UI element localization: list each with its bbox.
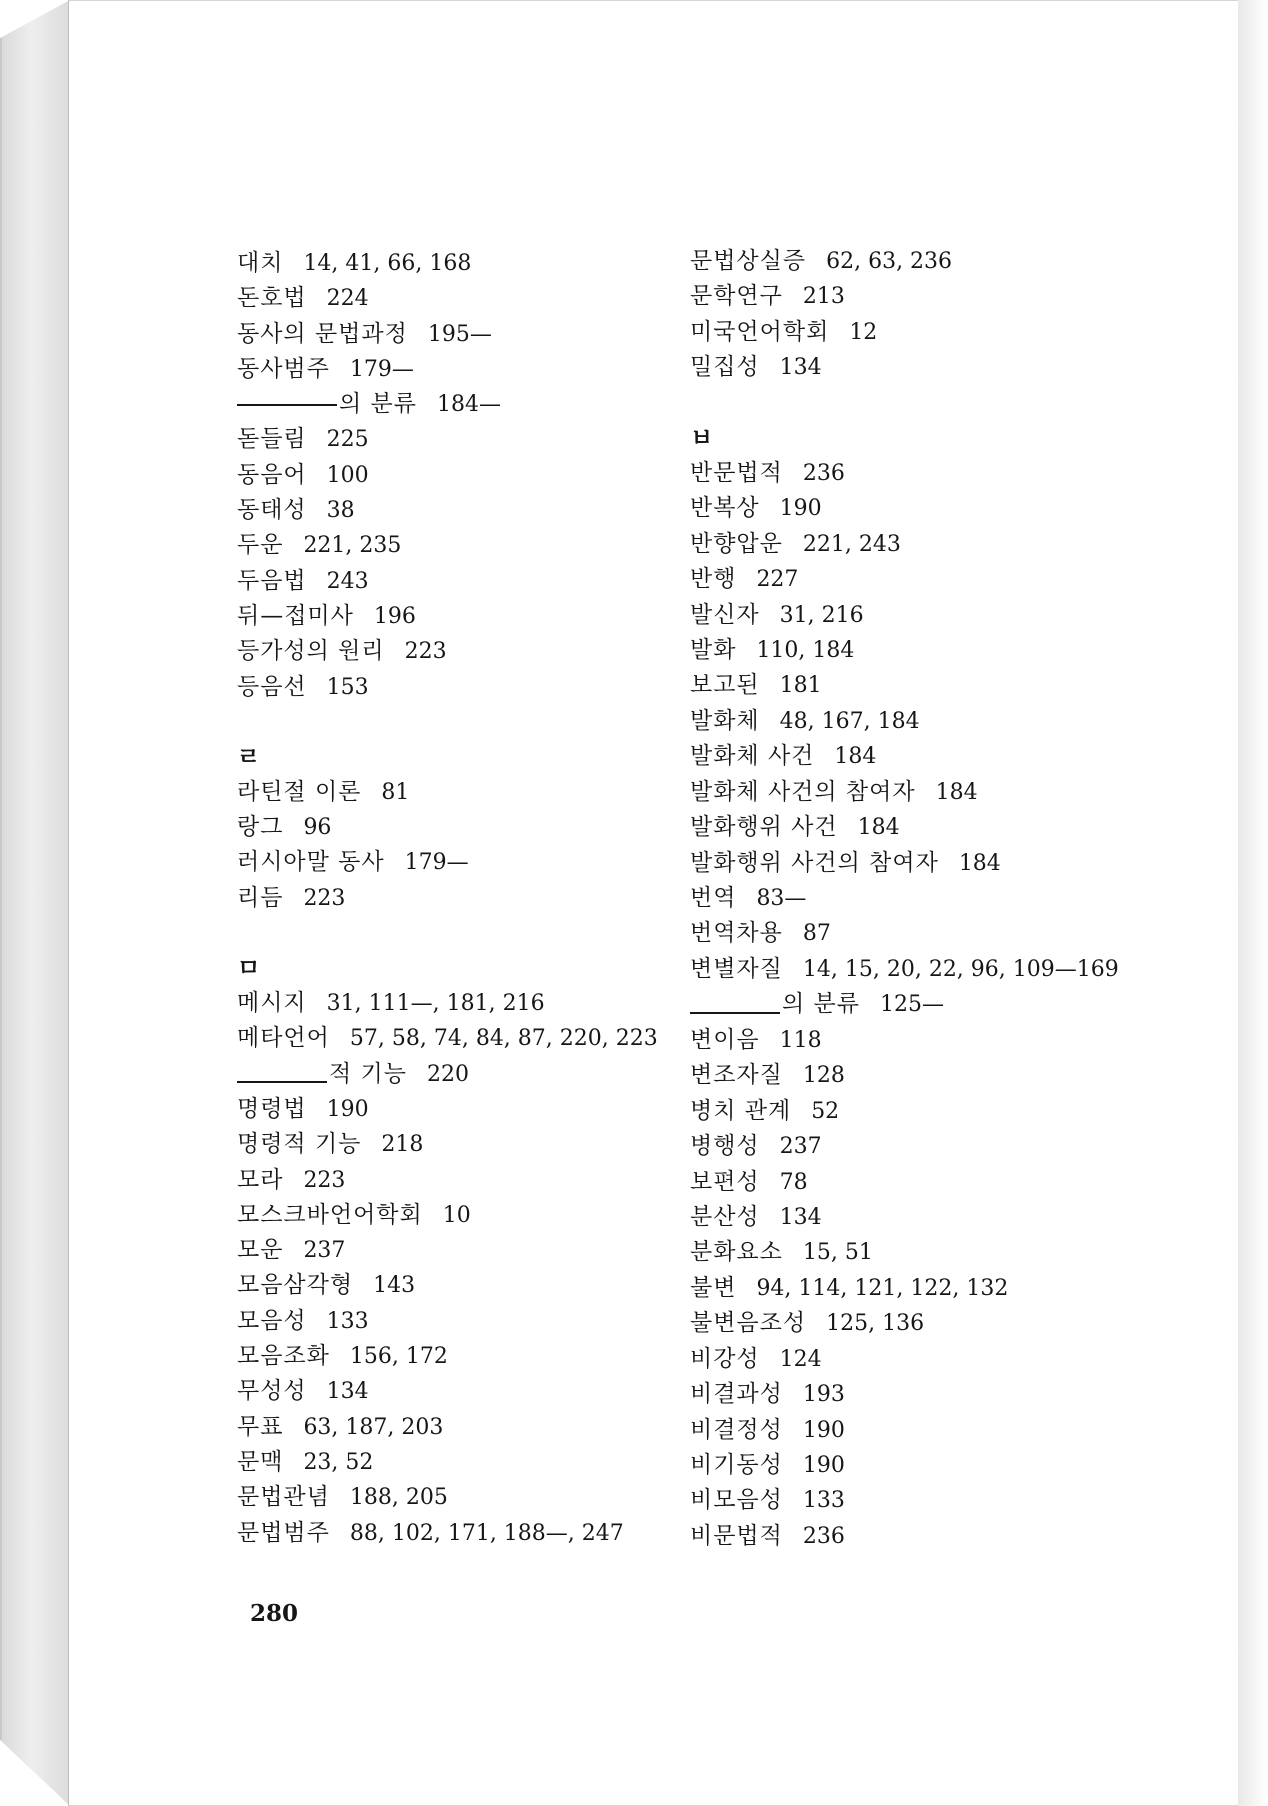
index-entry [237,775,657,810]
index-entry [237,246,657,281]
index-term: 불변 [690,1274,737,1301]
index-term: 반문법적 [690,459,783,486]
index-entry [690,1023,1150,1058]
index-entry [237,422,657,457]
index-entry [690,1235,1150,1270]
repeat-underline [690,1012,780,1014]
index-entry [237,1480,657,1515]
index-term: 변별자질 [690,955,783,982]
index-term: 랑그 [237,814,284,841]
page-edge-shadow [1238,0,1268,1806]
index-term: 두음법 [237,567,307,594]
section-gap [237,705,657,740]
index-entry [237,1410,657,1445]
index-entry [690,491,1150,526]
index-pages: 243 [326,568,369,594]
index-pages: 87 [802,921,831,947]
index-entry [237,1304,657,1339]
index-entry [690,562,1150,597]
index-term: 비결과성 [690,1381,783,1408]
index-pages: 57, 58, 74, 84, 87, 220, 223 [349,1026,658,1052]
index-entry [690,1271,1150,1306]
index-term: 번역 [690,885,737,911]
index-entry [237,634,657,669]
index-pages: 184— [436,392,501,418]
index-term: 발신자 [690,601,760,628]
index-entry [690,456,1150,491]
index-pages: 15, 51 [802,1240,873,1266]
index-term: 무성성 [237,1378,307,1405]
index-term: 리듬 [237,884,284,911]
index-subentry [237,1057,657,1092]
index-pages: 14, 41, 66, 168 [303,251,472,276]
index-pages: 179— [349,356,414,382]
index-pages: 184 [834,744,877,770]
index-entry [690,1129,1150,1164]
index-entry [237,881,657,916]
index-pages: 221, 243 [802,531,901,557]
index-term: 변조자질 [690,1062,783,1089]
index-term: 반복상 [690,495,760,522]
section-heading: ㅂ [690,423,714,452]
index-entry [690,350,1150,385]
index-pages: 196 [373,603,416,629]
index-term: 모음성 [237,1307,307,1334]
index-entry [690,1058,1150,1093]
index-term: 모스크바언어학회 [237,1201,423,1228]
index-pages: 221, 235 [303,533,402,559]
index-pages: 38 [326,498,355,524]
index-pages: 190 [779,496,822,522]
index-term: 대치 [237,250,284,276]
index-entry [237,1339,657,1374]
index-entry [690,633,1150,668]
index-pages: 237 [779,1134,822,1160]
index-pages: 190 [326,1096,369,1122]
index-term: 번역차용 [690,920,783,947]
index-entry [690,739,1150,774]
index-entry [690,1200,1150,1235]
index-pages: 10 [442,1202,471,1228]
index-pages: 118 [779,1027,822,1053]
index-term: 문법범주 [237,1519,330,1546]
index-term: 비모음성 [690,1487,783,1514]
index-pages: 125— [879,992,944,1018]
section-heading: ㅁ [237,954,261,983]
index-term: 명령법 [237,1095,307,1122]
index-entry [690,1306,1150,1341]
index-column-right [690,244,1150,1554]
index-term: 보편성 [690,1168,760,1195]
index-pages: 12 [849,319,878,345]
index-column-left [237,246,657,1551]
index-pages: 237 [303,1238,346,1264]
index-entry [690,810,1150,845]
index-pages: 94, 114, 121, 122, 132 [756,1275,1009,1301]
index-term: 의 분류 [782,991,860,1018]
index-entry [690,1448,1150,1483]
index-term: 동음어 [237,461,307,488]
index-entry [237,1198,657,1233]
index-entry [690,315,1150,350]
index-entry [237,1092,657,1127]
index-term: 반행 [690,566,737,593]
index-term: 병치 관계 [690,1097,792,1124]
index-entry [690,952,1150,987]
index-term: 무표 [237,1413,284,1440]
index-pages: 224 [326,286,369,312]
index-pages: 134 [326,1379,369,1405]
index-term: 모운 [237,1237,284,1264]
index-term: 비문법적 [690,1522,783,1549]
index-pages: 179— [404,850,469,876]
index-term: 의 분류 [339,391,417,418]
index-pages: 220 [426,1061,469,1087]
index-entry [237,1516,657,1551]
index-term: 문법상실증 [690,248,807,274]
index-pages: 223 [404,639,447,665]
index-pages: 14, 15, 20, 22, 96, 109—169 [802,956,1119,982]
index-pages: 213 [802,284,845,310]
index-pages: 236 [802,1523,845,1549]
index-term: 돈호법 [237,285,307,312]
index-entry [237,564,657,599]
index-term: 비결정성 [690,1416,783,1443]
index-term: 동사의 문법과정 [237,320,408,347]
index-term: 명령적 기능 [237,1131,362,1158]
repeat-underline [237,1081,327,1083]
index-term: 발화체 사건의 참여자 [690,778,916,805]
index-entry [690,1165,1150,1200]
index-pages: 63, 187, 203 [303,1414,444,1440]
index-term: 러시아말 동사 [237,849,385,876]
index-pages: 184 [857,815,900,841]
index-entry [690,1342,1150,1377]
index-entry [237,1445,657,1480]
index-term: 발화행위 사건의 참여자 [690,849,939,876]
index-pages: 88, 102, 171, 188—, 247 [349,1520,624,1546]
section-heading: ㄹ [237,742,261,771]
spine-edge [0,38,2,1740]
index-term: 발화체 [690,707,760,734]
index-pages: 78 [779,1169,808,1195]
index-term: 밀집성 [690,354,760,381]
index-term: 모음삼각형 [237,1272,354,1299]
index-pages: 236 [802,460,845,486]
index-entry [690,846,1150,881]
index-term: 발화체 사건 [690,743,815,770]
index-pages: 227 [756,567,799,593]
index-entry [690,1094,1150,1129]
index-term: 미국언어학회 [690,318,830,345]
index-term: 분화요소 [690,1239,783,1266]
index-term: 등가성의 원리 [237,638,385,665]
index-entry [237,1374,657,1409]
index-pages: 195— [427,321,492,347]
index-entry [237,670,657,705]
index-pages: 96 [303,815,332,841]
index-pages: 81 [381,779,410,805]
index-entry [237,810,657,845]
index-pages: 133 [326,1308,369,1334]
index-pages: 134 [779,1204,822,1230]
index-entry [237,352,657,387]
index-pages: 190 [802,1417,845,1443]
index-pages: 190 [802,1453,845,1478]
index-pages: 128 [802,1063,845,1089]
index-term: 등음선 [237,673,307,700]
index-pages: 62, 63, 236 [826,249,953,274]
index-term: 적 기능 [329,1060,407,1087]
index-pages: 31, 216 [779,602,864,628]
index-pages: 83— [756,886,807,911]
index-entry [237,281,657,316]
index-pages: 153 [326,674,369,700]
page-number: 280 [250,1600,299,1627]
index-pages: 52 [811,1098,840,1124]
repeat-dash [237,404,337,406]
index-entry [690,244,1150,279]
index-entry [690,279,1150,314]
index-pages: 143 [373,1273,416,1299]
index-term: 동태성 [237,497,307,524]
index-pages: 218 [381,1132,424,1158]
index-term: 불변음조성 [690,1310,807,1337]
index-term: 발화 [690,636,737,663]
index-term: 반향압운 [690,530,783,557]
index-entry [690,1519,1150,1554]
index-entry [237,1127,657,1162]
index-pages: 134 [779,355,822,381]
section-gap [690,386,1150,421]
index-entry [237,458,657,493]
index-pages: 193 [802,1382,845,1408]
index-term: 분산성 [690,1203,760,1230]
index-subentry [237,387,657,422]
index-entry [690,1377,1150,1412]
index-term: 문학연구 [690,283,783,310]
index-term: 문맥 [237,1448,284,1475]
index-entry [237,1268,657,1303]
index-entry [237,528,657,563]
index-entry [690,775,1150,810]
index-pages: 100 [326,462,369,488]
index-term: 발화행위 사건 [690,814,838,841]
index-term: 병행성 [690,1133,760,1160]
index-term: 돋들림 [237,426,307,453]
index-entry [690,1483,1150,1518]
index-pages: 23, 52 [303,1449,374,1475]
index-entry [690,881,1150,916]
index-subentry [690,987,1150,1022]
index-entry [690,1413,1150,1448]
index-term: 동사범주 [237,355,330,382]
index-term: 두운 [237,532,284,559]
index-term: 비강성 [690,1345,760,1372]
index-term: 보고된 [690,672,760,699]
index-pages: 225 [326,427,369,453]
index-entry [237,986,657,1021]
index-pages: 124 [779,1346,822,1372]
index-term: 메타언어 [237,1025,330,1052]
index-term: 라틴절 이론 [237,778,362,805]
book-spine [0,0,70,1806]
index-pages: 156, 172 [349,1344,448,1370]
index-entry [237,845,657,880]
index-pages: 223 [303,885,346,911]
index-entry [237,493,657,528]
index-pages: 133 [802,1488,845,1514]
index-term: 비기동성 [690,1452,783,1478]
index-entry [690,668,1150,703]
index-entry [690,916,1150,951]
index-term: 문법관념 [237,1484,330,1511]
index-entry [237,1163,657,1198]
index-pages: 110, 184 [756,637,855,663]
index-entry [237,1021,657,1056]
index-pages: 184 [958,850,1001,876]
index-entry [690,704,1150,739]
index-term: 변이음 [690,1026,760,1053]
index-entry [237,317,657,352]
section-gap [237,916,657,951]
index-pages: 125, 136 [826,1311,925,1337]
index-entry [237,1233,657,1268]
index-entry [690,598,1150,633]
index-pages: 223 [303,1167,346,1193]
index-term: 메시지 [237,990,307,1017]
index-pages: 48, 167, 184 [779,708,920,734]
index-term: 모라 [237,1166,284,1193]
index-pages: 184 [935,779,978,805]
index-entry [237,599,657,634]
index-pages: 31, 111—, 181, 216 [326,991,545,1017]
index-pages: 188, 205 [349,1485,448,1511]
index-term: 뒤—접미사 [237,602,354,629]
index-entry [690,527,1150,562]
index-pages: 181 [779,673,822,699]
index-term: 모음조화 [237,1343,330,1370]
